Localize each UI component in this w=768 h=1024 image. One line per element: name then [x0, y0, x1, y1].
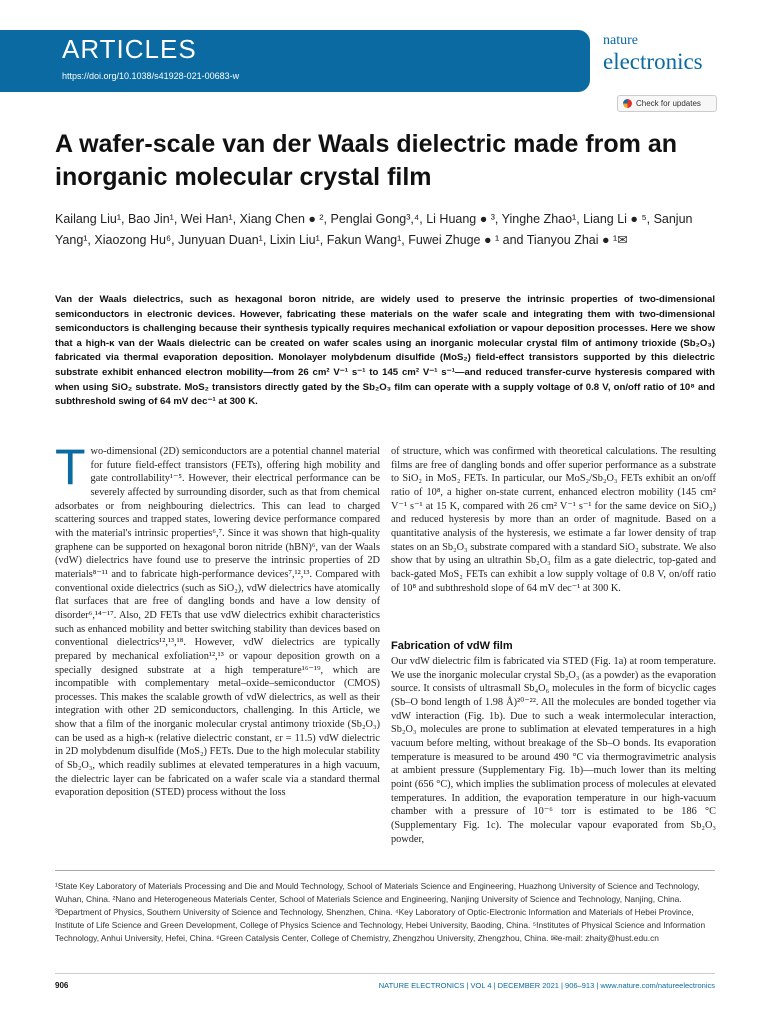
check-updates-label: Check for updates: [636, 99, 701, 108]
section-label: ARTICLES: [62, 34, 197, 64]
body-column-right-bottom: [391, 655, 716, 846]
body-column-left: [55, 439, 380, 800]
affiliation-divider: [55, 870, 715, 871]
journal-logo-line1: nature: [603, 33, 638, 48]
body-column-right-top: [391, 445, 716, 595]
footer-citation[interactable]: NATURE ELECTRONICS | VOL 4 | DECEMBER 2021 | 906–913 | www.nature.com/natureelectronics: [378, 981, 715, 990]
author-list: Kailang Liu¹, Bao Jin¹, Wei Han¹, Xiang Chen ● ², Penglai Gong³,⁴, Li Huang ● ³, Yinghe Zhao¹, Liang Li ● ⁵, Sanjun Yang¹, Xiaozong Hu⁶, Junyuan Duan¹, Lixin Liu¹, Fakun Wang¹, Fuwei Zhuge ● ¹ and Tianyou Zhai ● ¹✉: [55, 212, 693, 247]
drop-cap: T: [55, 439, 86, 495]
section-heading: Fabrication of vdW film: [391, 640, 513, 652]
check-updates-button[interactable]: [617, 95, 717, 112]
check-updates-icon: [623, 99, 632, 108]
abstract: Van der Waals dielectrics, such as hexagonal boron nitride, are widely used to preserve the intrinsic properties of two-dimensional semiconductors in electronic devices. However, fabricating these materials on the wafer scale and integrating them with two-dimensional semiconductors is challenging because their synthesis typically requires mechanical exfoliation or vapour deposition processes. Here we show that a high-κ van der Waals dielectric can be created on wafer scales using an inorganic molecular crystal film of antimony trioxide (Sb₂O₃) fabricated via thermal evaporation deposition. Monolayer molybdenum disulfide (MoS₂) field-effect transistors supported by this dielectric substrate exhibit enhanced electron mobility—from 26 cm² V⁻¹ s⁻¹ to 145 cm² V⁻¹ s⁻¹—and reduced transfer-curve hysteresis compared with when using SiO₂ substrate. MoS₂ transistors directly gated by the Sb₂O₃ film can operate with a supply voltage of 0.8 V, on/off ratio of 10⁸ and subthreshold swing of 64 mV dec⁻¹ at 300 K.: [55, 294, 715, 408]
journal-logo-line2: electronics: [603, 49, 703, 74]
body-text-right-top: of structure, which was confirmed with theoretical calculations. The resulting films are free of dangling bonds and offer superior performance as a substrate to SiO₂ in MoS₂ FETs. In particular, our MoS₂/Sb₂O₃ FETs exhibit an on/off ratio of 10⁸, a higher on-state current, enhanced electron mobility (145 cm² V⁻¹ s⁻¹ at 15 K, compared with 26 cm² V⁻¹ s⁻¹ for the same device on SiO₂) and reduced hysteresis by more than an order of magnitude. Based on a quantitative analysis of the hysteresis, we estimate a far lower density of trap states on an Sb₂O₃ substrate compared with a standard SiO₂ substrate. We also show that by using an ultrathin Sb₂O₃ film as a gate dielectric, top-gated and back-gated MoS₂ FETs can exhibit a low supply voltage of 0.8 V, on/off ratio of 10⁸ and subthreshold slope of 64 mV dec⁻¹ at 300 K.: [391, 446, 716, 594]
body-text-left: wo-dimensional (2D) semiconductors are a potential channel material for future field-effect transistors (FETs), offering high mobility and gate controllability¹⁻⁵. However, their electrical performance can be severely affected by surrounding disorder, such as that from chemical adsorbates or from neighbouring dielectrics. This can lead to charged scattering sources and trapped states, lowering device performance compared with the material's intrinsic properties⁶,⁷. Since it was shown that high-quality graphene can be supported on hexagonal boron nitride (hBN)⁶, van der Waals (vdW) dielectrics have found use to preserve the intrinsic properties of 2D materials⁸⁻¹¹ and to fabricate high-performance devices⁷,¹²,¹³. Compared with conventional oxide dielectrics (such as SiO₂), vdW dielectrics have atomically flat surfaces that are free of dangling bonds and have a low density of disorder⁶,¹⁴⁻¹⁷. Also, 2D FETs that use vdW dielectrics exhibit characteristics such as enhanced mobility and better switching stability than devices based on conventional dielectrics¹²,¹³,¹⁸. However, vdW dielectrics are typically prepared by mechanical exfoliation¹²,¹³ or vapour deposition growth on a specially designed substrate at a high temperature¹⁶⁻¹⁹, which are incompatible with complementary metal–oxide–semiconductor (CMOS) processes. This makes the scalable growth of vdW dielectrics, as well as their integration with other 2D semiconductors, challenging. In this Article, we show that a film of the inorganic molecular crystal antimony trioxide (Sb₂O₃) can be used as a high-κ (relative dielectric constant, εr = 11.5) vdW dielectric in 2D molybdenum disulfide (MoS₂) FETs. Due to the high molecular stability of Sb₂O₃, which readily sublimes at elevated temperatures in a high vacuum, the dielectric layer can be fabricated on a wafer scale via a standard thermal evaporation deposition (STED) process without the loss: [55, 446, 380, 799]
doi-link[interactable]: https://doi.org/10.1038/s41928-021-00683-w: [62, 71, 240, 81]
article-banner: [0, 0, 768, 110]
page-number: 906: [55, 981, 69, 990]
journal-logo[interactable]: [603, 34, 703, 73]
footer-divider: [55, 973, 715, 974]
affiliations: ¹State Key Laboratory of Materials Processing and Die and Mould Technology, School of Materials Science and Engineering, Huazhong University of Science and Technology, Wuhan, China. ²Nano and Heterogeneous Materials Center, School of Materials Science and Engineering, Nanjing University of Science and Technology, Nanjing, China. ³Department of Physics, Southern University of Science and Technology, Shenzhen, China. ⁴Key Laboratory of Optic-Electronic Information and Materials of Hebei Province, Institute of Life Science and Green Development, College of Physics Science and Technology, Hebei University, Baoding, China. ⁵Institutes of Physical Science and Information Technology, Anhui University, Hefei, China. ⁶Green Catalysis Center, College of Chemistry, Zhengzhou University, Zhengzhou, China. ✉e-mail: zhaity@hust.edu.cn: [55, 881, 706, 943]
body-text-right-bottom: Our vdW dielectric film is fabricated via STED (Fig. 1a) at room temperature. We use the inorganic molecular crystal Sb₂O₃ (as a powder) as the evaporation source. It consists of ultrasmall Sb₄O₆ molecules in the form of bicyclic cages (Sb–O bond length of 1.98 Å)²⁰⁻²². All the molecules are bonded together via vdW interaction (Fig. 1b). Due to such a weak intermolecular interaction, Sb₂O₃ molecules are prone to sublimation at elevated temperatures in a high vacuum before melting, without breakage of the Sb–O bonds. Its evaporation temperature is measured to be around 490 °C via thermogravimetric analysis at ambient pressure (Supplementary Fig. 1b)—much lower than its melting point (656 °C), which implies the sublimation process of molecules at elevated temperatures. In addition, the evaporation temperature in our high-vacuum chamber with a pressure of 10⁻⁶ torr is estimated to be 186 °C (Supplementary Fig. 1c). The molecular vapour evaporated from Sb₂O₃ powder,: [391, 656, 716, 845]
article-title: A wafer-scale van der Waals dielectric made from an inorganic molecular crystal film: [55, 130, 678, 191]
